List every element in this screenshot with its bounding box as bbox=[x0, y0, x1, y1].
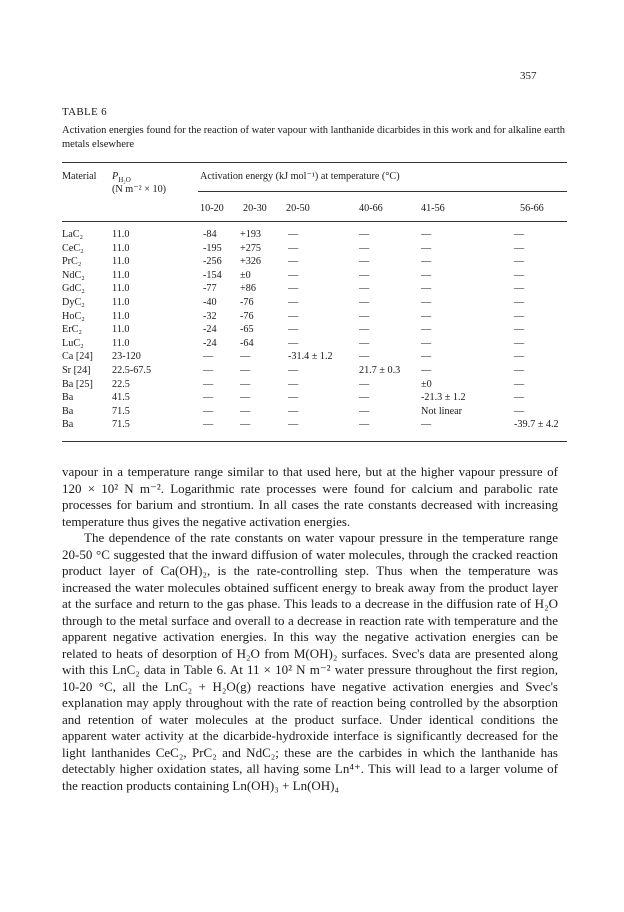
cell-value: — bbox=[203, 378, 214, 390]
page-number: 357 bbox=[520, 70, 537, 82]
cell-value: — bbox=[240, 351, 251, 363]
cell-pressure: 11.0 bbox=[112, 310, 130, 322]
header-bottom-rule bbox=[62, 221, 567, 222]
cell-value: — bbox=[240, 419, 251, 431]
cell-value: — bbox=[514, 365, 525, 376]
cell-value: — bbox=[288, 297, 299, 308]
header-pressure-sub: H₂O bbox=[118, 176, 131, 185]
header-sub-rule bbox=[198, 191, 567, 192]
cell-value: — bbox=[288, 324, 299, 336]
cell-value: — bbox=[359, 229, 370, 240]
cell-value: ±0 bbox=[421, 378, 432, 390]
cell-value: -24 bbox=[203, 324, 217, 336]
cell-value: — bbox=[359, 269, 370, 281]
cell-value: — bbox=[359, 324, 370, 336]
cell-pressure: 11.0 bbox=[112, 337, 130, 349]
cell-value: — bbox=[421, 229, 432, 240]
cell-value: — bbox=[359, 297, 370, 308]
cell-material: Ba bbox=[62, 392, 74, 404]
cell-material: Ca [24] bbox=[62, 351, 93, 363]
cell-value: -24 bbox=[203, 337, 217, 349]
cell-value: -154 bbox=[203, 269, 222, 281]
cell-value: — bbox=[288, 256, 299, 268]
cell-value: — bbox=[421, 337, 432, 349]
cell-material: HoC₂ bbox=[62, 310, 85, 322]
cell-value: — bbox=[288, 378, 299, 390]
cell-value: — bbox=[359, 283, 370, 295]
cell-material: GdC₂ bbox=[62, 283, 85, 295]
cell-value: — bbox=[514, 378, 525, 390]
cell-value: — bbox=[288, 242, 299, 254]
cell-value: -195 bbox=[203, 242, 222, 254]
cell-value: — bbox=[421, 242, 432, 254]
cell-pressure: 41.5 bbox=[112, 392, 130, 404]
cell-value: — bbox=[288, 392, 299, 404]
cell-value: — bbox=[359, 351, 370, 363]
cell-value: — bbox=[359, 310, 370, 322]
cell-pressure: 22.5-67.5 bbox=[112, 365, 152, 376]
cell-value: — bbox=[240, 405, 251, 417]
cell-pressure: 11.0 bbox=[112, 229, 130, 240]
cell-value: -39.7 ± 4.2 bbox=[514, 419, 559, 431]
cell-value: — bbox=[421, 324, 432, 336]
cell-pressure: 11.0 bbox=[112, 283, 130, 295]
cell-value: — bbox=[421, 365, 432, 376]
header-material: Material bbox=[62, 171, 97, 182]
cell-value: — bbox=[240, 392, 251, 404]
cell-value: ±0 bbox=[240, 269, 251, 281]
cell-value: — bbox=[288, 229, 299, 240]
cell-value: — bbox=[203, 392, 214, 404]
cell-material: LuC₂ bbox=[62, 337, 84, 349]
cell-value: +193 bbox=[240, 229, 262, 240]
cell-value: — bbox=[288, 419, 299, 431]
cell-material: DyC₂ bbox=[62, 297, 85, 308]
cell-value: — bbox=[359, 378, 370, 390]
cell-value: -32 bbox=[203, 310, 217, 322]
cell-material: PrC₂ bbox=[62, 256, 82, 268]
table-top-rule bbox=[62, 162, 567, 163]
cell-value: — bbox=[514, 283, 525, 295]
cell-pressure: 11.0 bbox=[112, 242, 130, 254]
cell-material: Ba bbox=[62, 419, 74, 431]
cell-value: -21.3 ± 1.2 bbox=[421, 392, 466, 404]
cell-value: — bbox=[514, 392, 525, 404]
cell-pressure: 11.0 bbox=[112, 297, 130, 308]
cell-value: — bbox=[288, 405, 299, 417]
cell-value: — bbox=[514, 351, 525, 363]
cell-value: — bbox=[203, 405, 214, 417]
cell-value: — bbox=[203, 419, 214, 431]
cell-value: — bbox=[288, 269, 299, 281]
cell-value: — bbox=[288, 283, 299, 295]
cell-value: — bbox=[421, 419, 432, 431]
cell-material: ErC₂ bbox=[62, 324, 82, 336]
header-pressure-symbol: P bbox=[112, 171, 119, 182]
cell-material: Ba [25] bbox=[62, 378, 93, 390]
cell-material: CeC₂ bbox=[62, 242, 84, 254]
cell-value: +86 bbox=[240, 283, 256, 295]
cell-value: -77 bbox=[203, 283, 217, 295]
table-caption: Activation energies found for the reaction of water vapour with lanthanide dicarbides in this work and for alkaline earth metals elsewhere bbox=[62, 125, 566, 150]
paragraph-2: The dependence of the rate constants on water vapour pressure in the temperature range 20-50 °C suggested that the inward diffusion of water molecules, through the cracked reaction product layer of Ca(OH)₂, is the rate-controlling step. Thus when the temperature was increased the water molecules obtained sufficent energy to break away from the product layer at the surface and return to the gas phase. This leads to a decrease in the diffusion rate of H₂O through to the metal surface and overall to a decrease in reaction rate with temperature and the apparent negative activation energies. In this way the negative activation energies can be related to heats of desorption of H₂O from M(OH)₂ surfaces. Svec's data are presented along with this LnC₂ data in Table 6. At 11 × 10² N m⁻² water pressure throughout the first region, 10-20 °C, all the LnC₂ + H₂O(g) reactions have negative activation energies and Svec's explanation may apply throughout with the rate of reaction being controlled by the absorption and retention of water molecules at the product surface. Under identical conditions the apparent water activity at the dicarbide-hydroxide interface is significantly decreased for the light lanthanides CeC₂, PrC₂ and NdC₂; these are the carbides in which the lanthanide has detectably higher oxidation states, all having some Ln⁴⁺. This will lead to a larger volume of the reaction products containing Ln(OH)₃ + Ln(OH)₄ bbox=[62, 530, 558, 793]
header-activation-energy: Activation energy (kJ mol⁻¹) at temperature (°C) bbox=[200, 171, 400, 182]
cell-value: — bbox=[288, 310, 299, 322]
cell-value: — bbox=[359, 419, 370, 431]
cell-value: +326 bbox=[240, 256, 262, 268]
cell-value: — bbox=[514, 229, 525, 240]
cell-material: NdC₂ bbox=[62, 269, 85, 281]
cell-value: — bbox=[288, 337, 299, 349]
cell-value: — bbox=[514, 297, 525, 308]
cell-material: Sr [24] bbox=[62, 365, 91, 376]
cell-value: — bbox=[514, 324, 525, 336]
cell-value: — bbox=[421, 351, 432, 363]
cell-value: Not linear bbox=[421, 405, 463, 417]
cell-value: — bbox=[359, 405, 370, 417]
cell-value: — bbox=[203, 351, 214, 363]
cell-value: -40 bbox=[203, 297, 217, 308]
cell-value: -256 bbox=[203, 256, 222, 268]
range-header-1: 10-20 bbox=[200, 203, 224, 214]
cell-material: Ba bbox=[62, 405, 74, 417]
cell-pressure: 11.0 bbox=[112, 256, 130, 268]
cell-value: -65 bbox=[240, 324, 254, 336]
cell-value: — bbox=[421, 297, 432, 308]
body-text bbox=[62, 464, 558, 794]
cell-value: +275 bbox=[240, 242, 262, 254]
cell-value: — bbox=[359, 392, 370, 404]
cell-pressure: 22.5 bbox=[112, 378, 130, 390]
cell-value: — bbox=[240, 365, 251, 376]
cell-value: -64 bbox=[240, 337, 254, 349]
table-bottom-rule bbox=[62, 441, 567, 442]
cell-value: — bbox=[421, 283, 432, 295]
cell-value: — bbox=[421, 269, 432, 281]
header-pressure bbox=[112, 171, 131, 183]
cell-value: — bbox=[514, 310, 525, 322]
cell-material: LaC₂ bbox=[62, 229, 84, 240]
table-label: TABLE 6 bbox=[62, 106, 107, 118]
cell-value: -84 bbox=[203, 229, 217, 240]
cell-value: — bbox=[240, 378, 251, 390]
cell-value: -76 bbox=[240, 297, 254, 308]
range-header-5: 41-56 bbox=[421, 203, 445, 214]
cell-pressure: 23-120 bbox=[112, 351, 141, 363]
cell-value: — bbox=[514, 405, 525, 417]
cell-pressure: 71.5 bbox=[112, 405, 130, 417]
cell-value: — bbox=[421, 310, 432, 322]
cell-value: — bbox=[514, 242, 525, 254]
cell-value: — bbox=[359, 242, 370, 254]
cell-value: 21.7 ± 0.3 bbox=[359, 365, 401, 376]
cell-value: -31.4 ± 1.2 bbox=[288, 351, 333, 363]
cell-value: — bbox=[288, 365, 299, 376]
cell-value: -76 bbox=[240, 310, 254, 322]
header-pressure-units: (N m⁻² × 10) bbox=[112, 184, 167, 195]
range-header-4: 40-66 bbox=[359, 203, 383, 214]
cell-pressure: 11.0 bbox=[112, 269, 130, 281]
range-header-2: 20-30 bbox=[243, 203, 267, 214]
cell-pressure: 71.5 bbox=[112, 419, 130, 431]
cell-value: — bbox=[514, 256, 525, 268]
cell-value: — bbox=[514, 337, 525, 349]
paragraph-1: vapour in a temperature range similar to that used here, but at the higher vapour pressure of 120 × 10² N m⁻². Logarithmic rate processes were found for calcium and parabolic rate processes for barium and strontium. In all cases the rate constants decreased with increasing temperature thus gives the negative activation energies. bbox=[62, 464, 558, 529]
cell-value: — bbox=[514, 269, 525, 281]
range-header-6: 56-66 bbox=[520, 203, 544, 214]
cell-value: — bbox=[359, 337, 370, 349]
cell-value: — bbox=[359, 256, 370, 268]
cell-value: — bbox=[421, 256, 432, 268]
range-header-3: 20-50 bbox=[286, 203, 310, 214]
cell-value: — bbox=[203, 365, 214, 376]
cell-pressure: 11.0 bbox=[112, 324, 130, 336]
